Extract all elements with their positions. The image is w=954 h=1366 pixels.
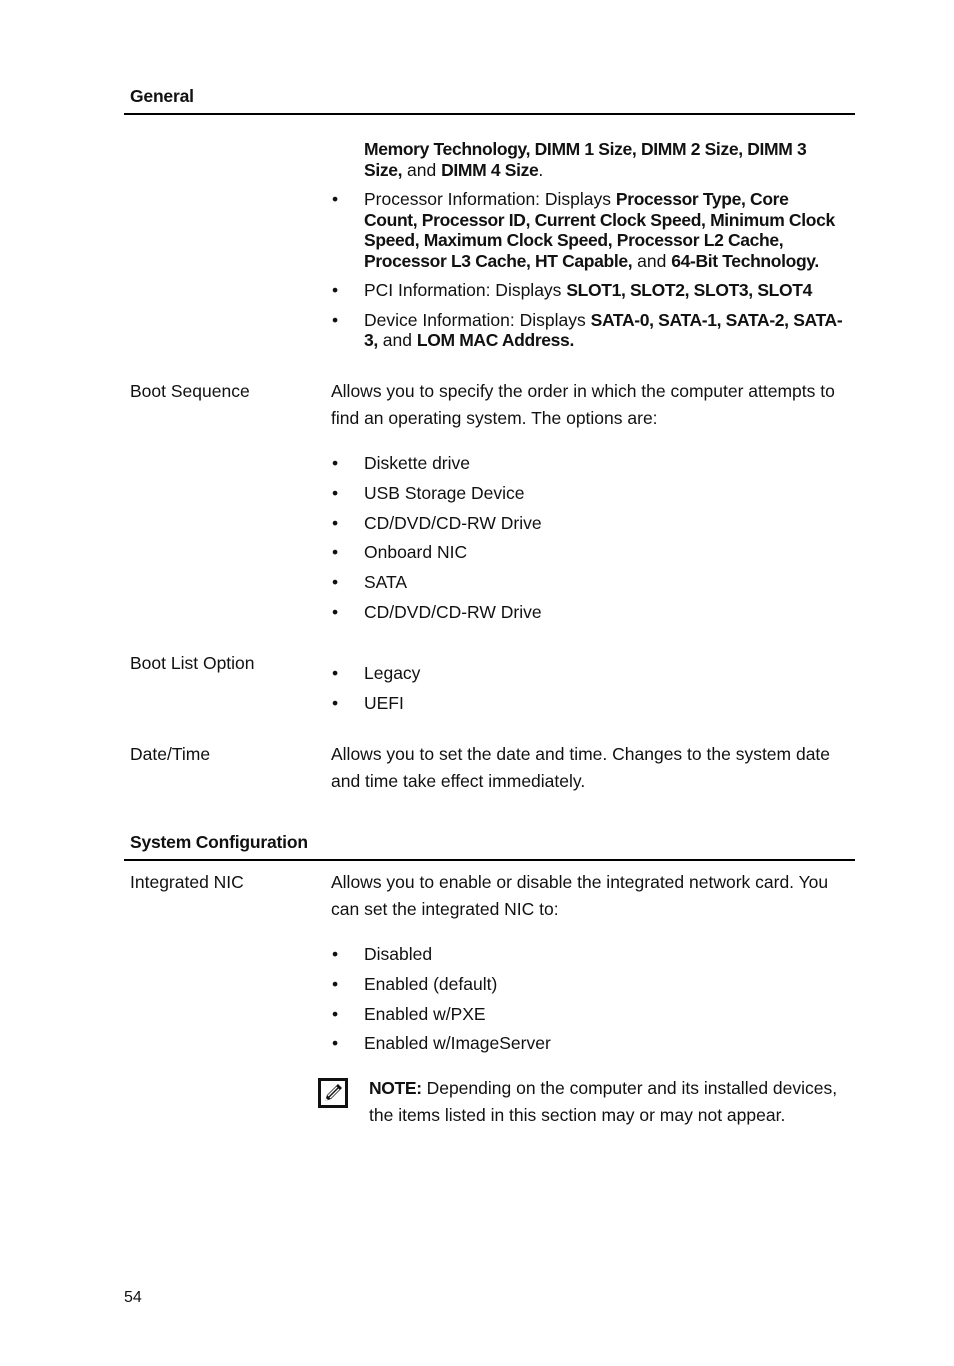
note-label: NOTE: — [369, 1078, 422, 1098]
list-item-processor-info — [331, 189, 846, 271]
memory-info-continuation — [364, 139, 844, 180]
nic-option-item: • Enabled w/PXE — [331, 1004, 846, 1025]
note-body: Depending on the computer and its installed devices, the items listed in this section may or may not appear. — [369, 1078, 838, 1125]
integrated-nic-options — [331, 944, 846, 1054]
nic-option-item: • Enabled w/ImageServer — [331, 1033, 846, 1054]
boot-option-item: • SATA — [331, 572, 846, 593]
boot-option-item: • CD/DVD/CD-RW Drive — [331, 513, 846, 534]
page-number: 54 — [124, 1289, 142, 1306]
memory-info-bold-1: Memory Technology, DIMM 1 Size, DIMM 2 Size, DIMM 3 Size, — [364, 139, 807, 180]
note-text — [369, 1075, 839, 1129]
section-heading-system-configuration — [124, 832, 855, 861]
integrated-nic-description: Allows you to enable or disable the integrated network card. You can set the integrated NIC to: — [331, 872, 829, 919]
boot-list-item: • Legacy — [331, 663, 846, 684]
note-pencil-icon — [318, 1078, 348, 1108]
device-info-and: and — [382, 330, 412, 350]
list-item-device-info — [331, 310, 846, 351]
boot-sequence-options — [331, 453, 846, 622]
date-time-label: Date/Time — [130, 744, 211, 764]
boot-option-item: • CD/DVD/CD-RW Drive — [331, 602, 846, 623]
pci-info-bold: SLOT1, SLOT2, SLOT3, SLOT4 — [566, 280, 812, 300]
boot-sequence-label: Boot Sequence — [130, 381, 250, 401]
boot-list-item: • UEFI — [331, 693, 846, 714]
list-item-pci-info — [331, 280, 846, 301]
processor-info-bold-1: Processor Type, Core Count, Processor ID, Current Clock Speed, Minimum Clock Speed, Maximum Clock Speed, Processor L2 Cache, Processor L3 Cache, HT Capable, — [364, 189, 835, 271]
memory-info-bold-2: DIMM 4 Size — [441, 159, 539, 180]
boot-option-item: • Diskette drive — [331, 453, 846, 474]
section-heading-system-configuration-text: System Configuration — [130, 832, 308, 852]
integrated-nic-label: Integrated NIC — [130, 872, 244, 892]
nic-option-item: • Enabled (default) — [331, 974, 846, 995]
processor-info-prefix: Processor Information: Displays — [364, 189, 612, 209]
nic-option-item: • Disabled — [331, 944, 846, 965]
device-info-bold-2: LOM MAC Address. — [416, 330, 574, 350]
boot-list-option-label: Boot List Option — [130, 653, 255, 673]
processor-info-bold-2: 64-Bit Technology. — [671, 250, 819, 271]
boot-option-item: • USB Storage Device — [331, 483, 846, 504]
system-info-list — [331, 189, 846, 351]
section-heading-general — [124, 86, 855, 115]
memory-info-end: . — [538, 159, 544, 180]
boot-sequence-description: Allows you to specify the order in which the computer attempts to find an operating system. The options are: — [331, 381, 835, 428]
boot-list-options — [331, 663, 846, 713]
pci-info-prefix: PCI Information: Displays — [364, 280, 562, 300]
device-info-prefix: Device Information: Displays — [364, 309, 586, 330]
boot-option-item: • Onboard NIC — [331, 542, 846, 563]
section-heading-general-text: General — [130, 86, 194, 106]
processor-info-and: and — [637, 250, 667, 271]
date-time-description: Allows you to set the date and time. Changes to the system date and time take effect immediately. — [331, 744, 831, 791]
memory-info-and: and — [407, 159, 437, 180]
device-info-bold-1: SATA-0, SATA-1, SATA-2, SATA-3, — [364, 309, 843, 350]
